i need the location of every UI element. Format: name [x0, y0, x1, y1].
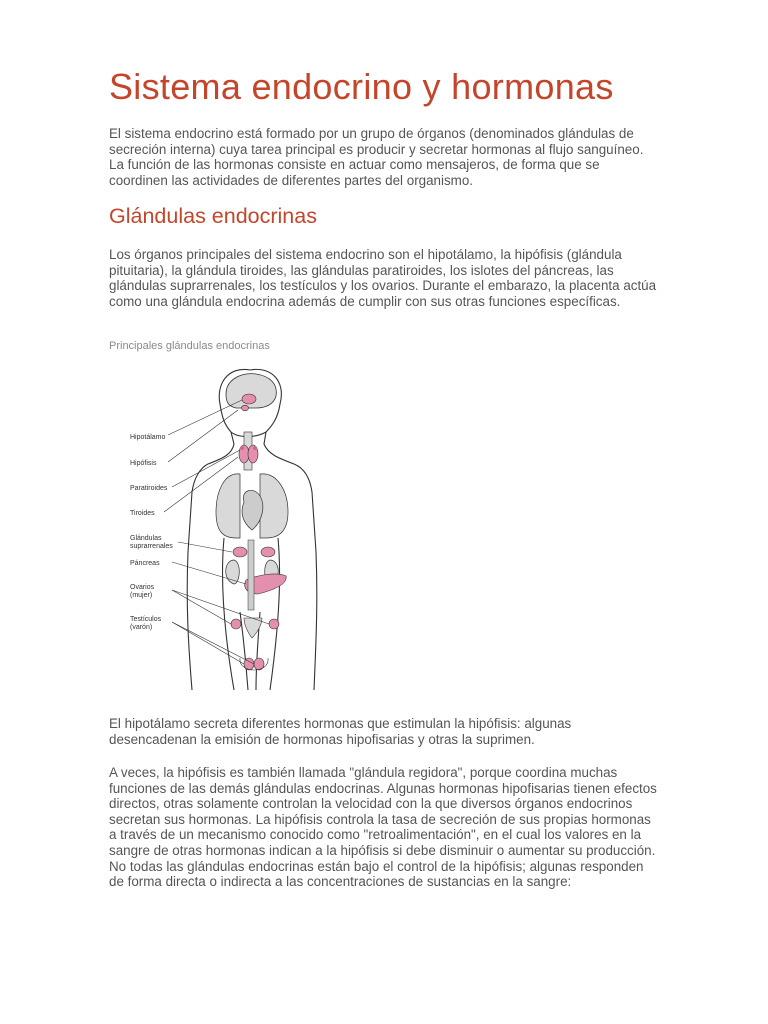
hipofisis-gland [242, 405, 249, 411]
ovario-gland-left [231, 619, 241, 629]
ovario-gland-right [269, 619, 279, 629]
label-suprarrenales-2: suprarrenales [130, 543, 173, 550]
endocrine-glands-illustration [128, 362, 328, 692]
intro-paragraph: El sistema endocrino está formado por un grupo de órganos (denominados glándulas de secreción interna) cuya tarea principal es producir y secretar hormonas al flujo sanguíneo. La función de las hormonas consiste en actuar como mensajeros, de forma que se coordinen las actividades de diferentes partes del organismo. [109, 126, 644, 188]
hipotalamo-paragraph: El hipotálamo secreta diferentes hormonas que estimulan la hipófisis: algunas desencadenan la emisión de hormonas hipofisarias y otras la suprimen. [109, 716, 572, 747]
suprarrenal-gland-right [261, 547, 275, 557]
label-tiroides: Tiroides [130, 510, 155, 517]
label-ovarios-2: (mujer) [130, 592, 153, 599]
lung-right [260, 474, 288, 538]
hipofisis-paragraph: A veces, la hipófisis es también llamada "glándula regidora", porque coordina muchas funciones de las demás glándulas endocrinas. Algunas hormonas hipofisarias tienen efectos directos, otras solamente controlan la velocidad con la que diversos órganos endocrinos secretan sus hormonas. La hipófisis controla la tasa de secreción de sus propias hormonas a través de un mecanismo conocido como "retroalimentación", en el cual los valores en la sangre de otras hormonas indican a la hipófisis si debe disminuir o aumentar su producción. No todas las glándulas endocrinas están bajo el control de la hipófisis; algunas responden de forma directa o indirecta a las concentraciones de sustancias en la sangre: [109, 765, 657, 890]
section-title: Glándulas endocrinas [109, 204, 317, 228]
label-paratiroides: Paratiroides [130, 485, 168, 492]
lung-left [216, 474, 240, 538]
label-hipofisis: Hipófisis [130, 460, 157, 467]
label-hipotalamo: Hipotálamo [130, 434, 166, 441]
hipotalamo-gland [242, 394, 256, 404]
label-testiculos-2: (varón) [130, 624, 153, 631]
page-title: Sistema endocrino y hormonas [109, 66, 614, 107]
label-pancreas: Páncreas [130, 560, 160, 567]
suprarrenal-gland-left [233, 547, 247, 557]
figure-caption: Principales glándulas endocrinas [109, 340, 270, 352]
section-paragraph: Los órganos principales del sistema endocrino son el hipotálamo, la hipófisis (glándula pituitaria), la glándula tiroides, las glándulas paratiroides, los islotes del páncreas, las glándulas suprarrenales, los testículos y los ovarios. Durante el embarazo, la placenta actúa como una glándula endocrina además de cumplir con sus otras funciones específicas. [109, 247, 657, 309]
paratiroides-gland [240, 446, 244, 450]
label-ovarios-1: Ovarios [130, 584, 155, 591]
label-suprarrenales-1: Glándulas [130, 535, 162, 542]
uterus [244, 618, 262, 638]
kidney-left [226, 560, 240, 584]
label-testiculos-1: Testículos [130, 616, 162, 623]
